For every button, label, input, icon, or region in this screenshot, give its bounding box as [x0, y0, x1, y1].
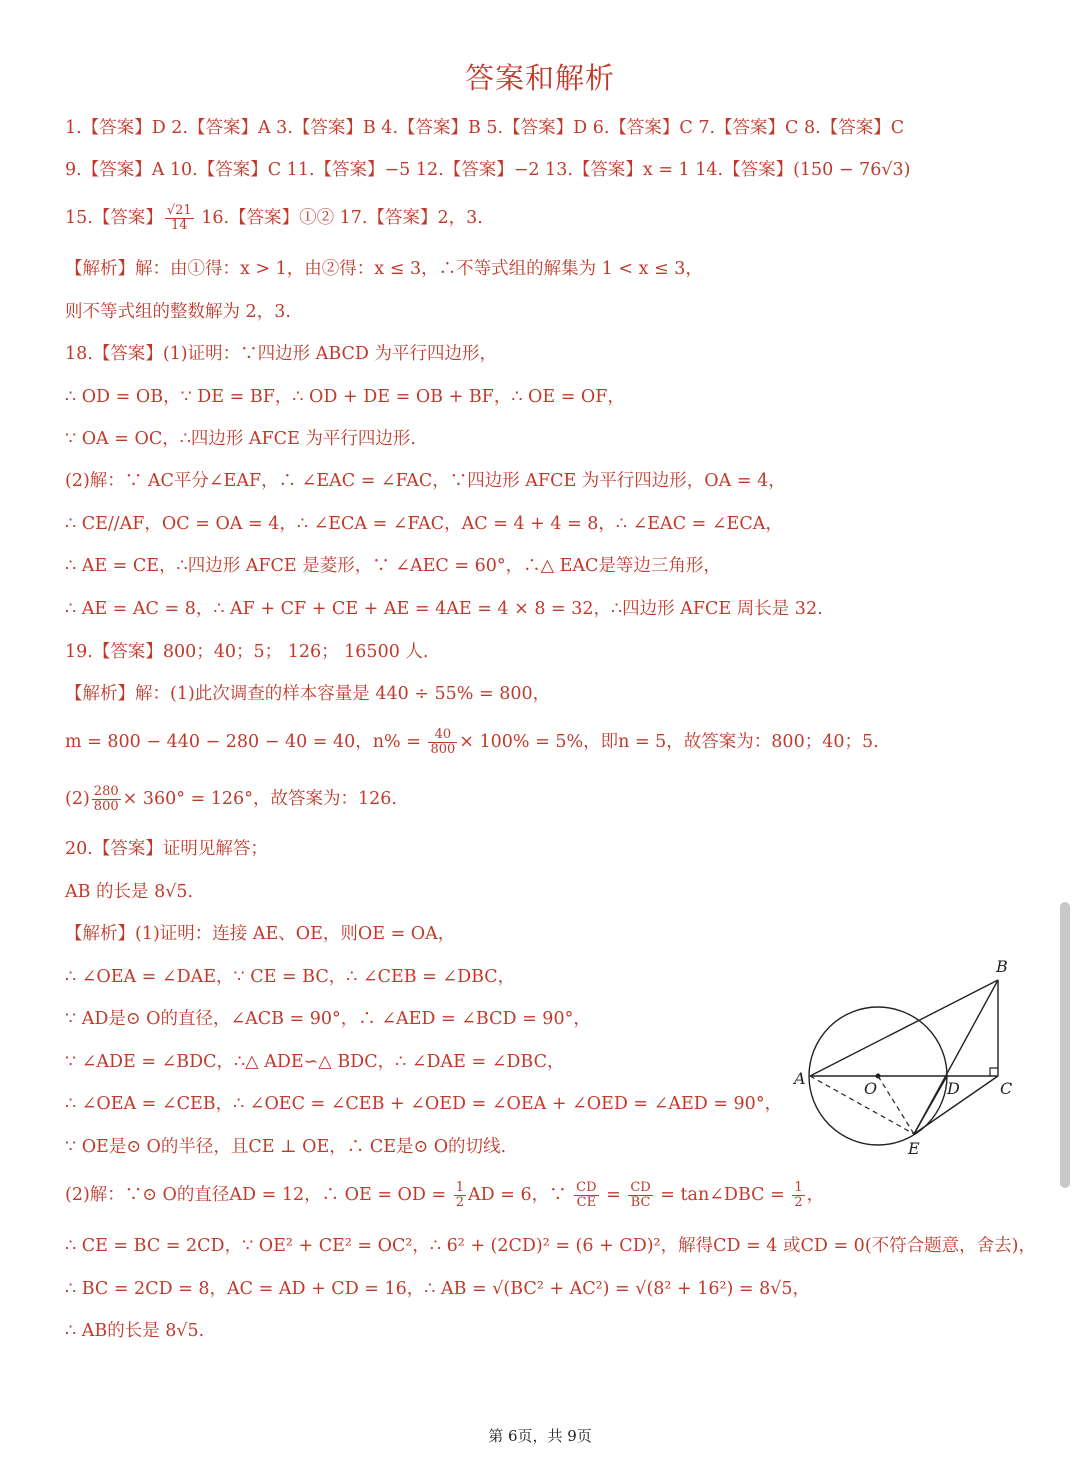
line-20-2-mid3: = tan∠DBC = [654, 1185, 791, 1205]
solution-line-18d: ∴ CE//AF，OC = OA = 4，∴ ∠ECA = ∠FAC，AC = 4 + 4 = 8，∴ ∠EAC = ∠ECA， [65, 514, 783, 534]
fraction-numerator: √21 [166, 203, 192, 218]
line-20-2-post: ， [806, 1185, 825, 1205]
fraction-numerator: CD [630, 1180, 651, 1195]
analysis-line-19a: 【解析】解：(1)此次调查的样本容量是 440 ÷ 55% = 800， [65, 684, 551, 704]
analysis-line-20a: 【解析】(1)证明：连接 AE、OE，则OE = OA， [65, 924, 456, 944]
fraction-denominator: 2 [794, 1195, 803, 1210]
answer-line-3 [65, 204, 483, 233]
line-2-post: × 360° = 126°，故答案为：126. [122, 789, 397, 809]
fraction-cd-bc [628, 1181, 652, 1210]
right-angle-mark [990, 1068, 998, 1076]
fraction-numerator: 1 [455, 1180, 465, 1195]
segment-oe-dashed [878, 1076, 914, 1134]
analysis-line-20d: ∵ ∠ADE = ∠BDC，∴△ ADE∽△ BDC，∴ ∠DAE = ∠DBC， [65, 1052, 565, 1072]
solution-line-18c: (2)解：∵ AC平分∠EAF，∴ ∠EAC = ∠FAC，∵四边形 AFCE 为平行四边形，OA = 4， [65, 471, 786, 491]
analysis-line-17b: 则不等式组的整数解为 2，3. [65, 302, 291, 322]
fraction-numerator: 280 [93, 784, 119, 799]
label-a: A [794, 1069, 806, 1088]
line15-post: 16.【答案】①② 17.【答案】2，3. [195, 208, 483, 228]
fraction-280-800 [92, 785, 121, 814]
answer-line-2: 9.【答案】A 10.【答案】C 11.【答案】−5 12.【答案】−2 13.【答案】x = 1 14.【答案】(150 − 76√3) [65, 160, 911, 180]
answer-line-19: 19.【答案】800；40；5； 126； 16500 人. [65, 642, 429, 662]
analysis-line-19c [65, 785, 397, 814]
line-20-2-mid1: AD = 6，∵ [468, 1185, 573, 1205]
analysis-line-20c: ∵ AD是⊙ O的直径，∠ACB = 90°，∴ ∠AED = ∠BCD = 90°， [65, 1009, 591, 1029]
fraction-1-2-b [792, 1181, 804, 1210]
solution-line-18b: ∵ OA = OC，∴四边形 AFCE 为平行四边形. [65, 429, 416, 449]
line-m-pre: m = 800 − 440 − 280 − 40 = 40，n% = [65, 732, 427, 752]
answer-line-1: 1.【答案】D 2.【答案】A 3.【答案】B 4.【答案】B 5.【答案】D 6.【答案】C 7.【答案】C 8.【答案】C [65, 118, 905, 138]
solution-line-18e: ∴ AE = CE，∴四边形 AFCE 是菱形，∵ ∠AEC = 60°，∴△ EAC是等边三角形， [65, 556, 721, 576]
segment-ae-dashed [810, 1076, 914, 1134]
segment-de [914, 1076, 947, 1134]
analysis-line-17a: 【解析】解：由①得：x > 1，由②得：x ≤ 3，∴不等式组的解集为 1 < x ≤ 3， [65, 259, 703, 279]
center-point [876, 1074, 881, 1079]
analysis-line-19b [65, 728, 879, 757]
label-e: E [908, 1139, 920, 1158]
label-o: O [864, 1079, 878, 1098]
answer-line-18: 18.【答案】(1)证明：∵四边形 ABCD 为平行四边形， [65, 344, 497, 364]
fraction-sqrt21-14 [165, 204, 194, 233]
line-20-2-mid2: = [600, 1185, 627, 1205]
fraction-denominator: 800 [93, 799, 119, 814]
line-2-pre: (2) [65, 789, 90, 809]
solution-line-18f: ∴ AE = AC = 8，∴ AF + CF + CE + AE = 4AE = 4 × 8 = 32，∴四边形 AFCE 周长是 32. [65, 599, 823, 619]
page-title: 答案和解析 [464, 61, 615, 95]
analysis-line-20h: ∴ CE = BC = 2CD，∵ OE² + CE² = OC²，∴ 6² + (2CD)² = (6 + CD)²，解得CD = 4 或CD = 0(不符合题意，舍去)， [65, 1236, 1036, 1256]
answer-line-20b: AB 的长是 8√5. [65, 882, 194, 902]
line-m-post: × 100% = 5%，即n = 5，故答案为：800；40；5. [459, 732, 879, 752]
fraction-denominator: 14 [170, 218, 188, 233]
fraction-numerator: CD [576, 1180, 597, 1195]
label-b: B [996, 957, 1008, 976]
analysis-line-20i: ∴ BC = 2CD = 8，AC = AD + CD = 16，∴ AB = √(BC² + AC²) = √(8² + 16²) = 8√5， [65, 1279, 811, 1299]
label-c: C [1000, 1079, 1013, 1098]
fraction-numerator: 1 [794, 1180, 803, 1195]
fraction-denominator: 2 [455, 1195, 465, 1210]
line15-pre: 15.【答案】 [65, 208, 163, 228]
analysis-line-20e: ∴ ∠OEA = ∠CEB，∴ ∠OEC = ∠CEB + ∠OED = ∠OEA + ∠OED = ∠AED = 90°， [65, 1094, 783, 1114]
solution-line-18a: ∴ OD = OB，∵ DE = BF，∴ OD + DE = OB + BF，∴ OE = OF， [65, 387, 625, 407]
analysis-line-20g [65, 1181, 824, 1210]
segment-ab [810, 980, 998, 1076]
scrollbar-thumb[interactable] [1060, 902, 1070, 1188]
fraction-denominator: 800 [430, 742, 456, 757]
answer-line-20: 20.【答案】证明见解答； [65, 839, 268, 859]
analysis-line-20j: ∴ AB的长是 8√5. [65, 1321, 205, 1341]
analysis-line-20f: ∵ OE是⊙ O的半径，且CE ⊥ OE，∴ CE是⊙ O的切线. [65, 1137, 507, 1157]
fraction-denominator: BC [630, 1195, 651, 1210]
line-20-2-pre: (2)解：∵⊙ O的直径AD = 12，∴ OE = OD = [65, 1185, 452, 1205]
analysis-line-20b: ∴ ∠OEA = ∠DAE，∵ CE = BC，∴ ∠CEB = ∠DBC， [65, 967, 516, 987]
fraction-40-800 [428, 728, 457, 757]
label-d: D [947, 1079, 960, 1098]
fraction-cd-ce [574, 1181, 598, 1210]
fraction-denominator: CE [576, 1195, 597, 1210]
fraction-numerator: 40 [428, 728, 457, 743]
page-footer: 第 6页，共 9页 [488, 1427, 592, 1445]
fraction-1-2 [454, 1181, 466, 1210]
geometry-figure [790, 952, 1030, 1162]
